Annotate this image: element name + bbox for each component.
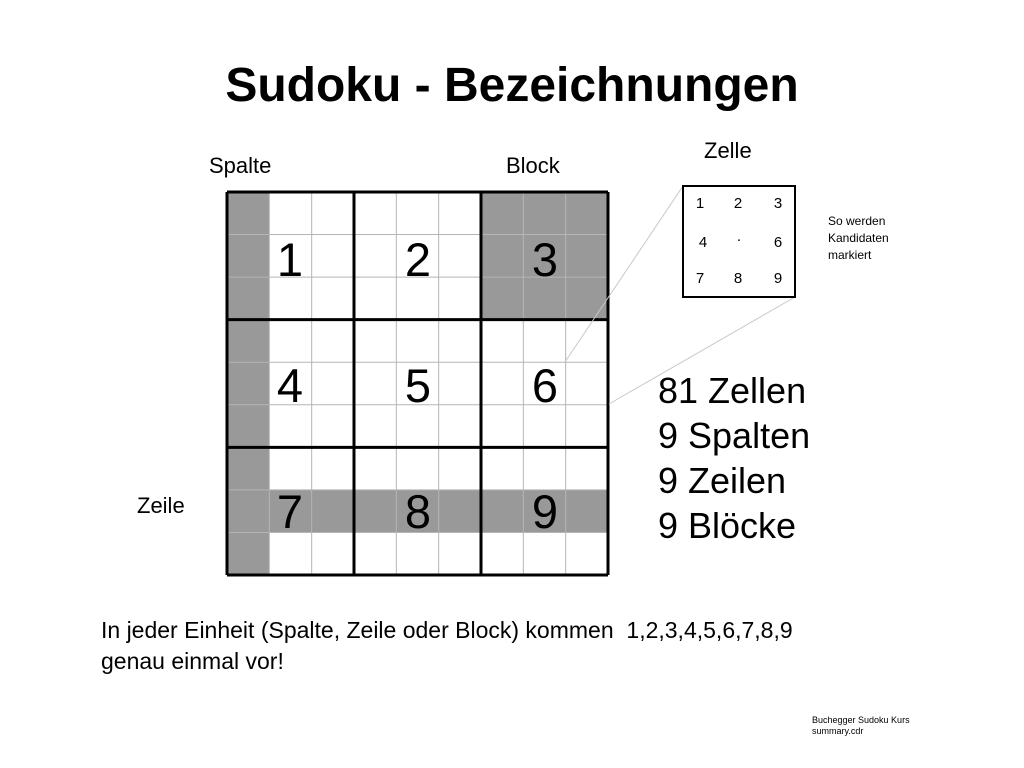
rule-line-1: In jeder Einheit (Spalte, Zeile oder Block) kommen 1,2,3,4,5,6,7,8,9 — [101, 617, 793, 643]
block-number: 2 — [404, 233, 432, 286]
rule-text — [101, 615, 793, 677]
block-number: 1 — [276, 233, 304, 286]
label-zelle: Zelle — [704, 138, 752, 163]
block-number: 4 — [276, 359, 304, 412]
footer-line-2: summary.cdr — [812, 726, 864, 736]
stats-list — [658, 368, 810, 548]
label-spalte: Spalte — [209, 153, 272, 178]
note-line: Kandidaten — [828, 231, 889, 245]
note-line: markiert — [828, 248, 872, 262]
candidate: 6 — [773, 234, 783, 251]
block-number: 6 — [531, 359, 559, 412]
stat-cells: 81 Zellen — [658, 370, 807, 411]
block-number: 7 — [276, 485, 304, 538]
note-line: So werden — [828, 214, 886, 228]
candidate: 3 — [773, 195, 783, 212]
stat-columns: 9 Spalten — [658, 415, 811, 456]
stat-rows: 9 Zeilen — [658, 460, 787, 501]
candidate-note — [828, 213, 889, 264]
label-block: Block — [506, 153, 560, 178]
label-zeile: Zeile — [137, 493, 185, 518]
stat-blocks: 9 Blöcke — [658, 505, 797, 546]
page-title: Sudoku - Bezeichnungen — [225, 59, 799, 112]
block-number: 9 — [531, 485, 559, 538]
candidate: 9 — [773, 270, 783, 287]
candidate: 4 — [698, 234, 708, 251]
footer — [812, 715, 910, 737]
candidate: 2 — [733, 195, 743, 212]
candidate: 7 — [695, 270, 705, 287]
candidate: 8 — [733, 270, 743, 287]
candidate: 1 — [695, 195, 705, 212]
block-number: 8 — [404, 485, 432, 538]
footer-line-1: Buchegger Sudoku Kurs — [812, 715, 910, 725]
candidate-center-dot: · — [736, 231, 742, 248]
block-number: 3 — [531, 233, 559, 286]
block-number: 5 — [404, 359, 432, 412]
rule-line-2: genau einmal vor! — [101, 648, 284, 674]
